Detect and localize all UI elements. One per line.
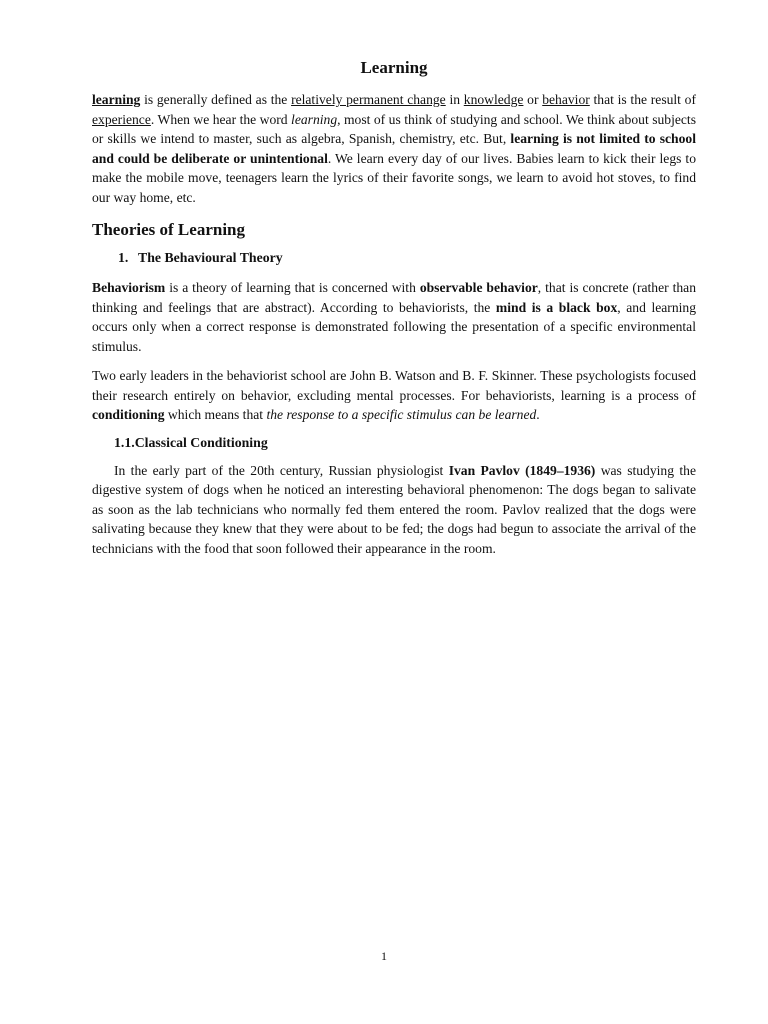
page-number: 1 [381, 949, 387, 963]
term-learning: learning [92, 92, 141, 107]
subsection-heading-classical-conditioning: 1.1.Classical Conditioning [114, 434, 268, 450]
emphasis-not-limited: learning is not limited to school and could be deliberate or unintentional [92, 131, 696, 166]
document-page [92, 58, 696, 558]
term-knowledge: knowledge [463, 92, 524, 107]
term-experience: experience [92, 111, 151, 127]
behaviorism-paragraph: Behaviorism is a theory of learning that is concerned with observable behavior, that is concrete (rather than thinking and feelings that are abstract). According to behaviorists, the mind is a black box, and learning occurs only when a correct response is demonstrated following the presentation of a specific environmental stimulus. [92, 280, 696, 354]
pavlov-paragraph: In the early part of the 20th century, Russian physiologist Ivan Pavlov (1849–1936) was studying the digestive system of dogs when he noticed an interesting behavioral phenomenon: The dogs began to salivate as soon as the lab technicians who normally fed them entered the room. Pavlov realized that the dogs were salivating because they knew that they were about to be fed; the dogs had begun to associate the arrival of the technicians with the food that soon followed their appearance in the room. [92, 462, 696, 556]
section-heading-theories: Theories of Learning [92, 220, 245, 239]
term-behavior: behavior [542, 92, 590, 107]
subsection-number: 1. [118, 250, 129, 265]
document-title: Learning [360, 58, 428, 77]
behaviorist-leaders-paragraph: Two early leaders in the behaviorist school are John B. Watson and B. F. Skinner. These psychologists focused their research entirely on behavior, excluding mental processes. For behaviorists, learning is a process of conditioning which means that the response to a specific stimulus can be learned. [92, 368, 696, 422]
learning-definition-paragraph: learning is generally defined as the relatively permanent change in knowledge or behavior that is the result of experience. When we hear the word learning, most of us think of studying and school. We think about subjects or skills we intend to master, such as algebra, Spanish, chemistry, etc. But, learning is not limited to school and could be deliberate or unintentional. We learn every day of our lives. Babies learn to kick their legs to make the mobile move, teenagers learn the lyrics of their favorite songs, we learn to avoid hot stoves, to find our way home, etc. [92, 92, 697, 205]
term-relatively-permanent-change: relatively permanent change [291, 92, 446, 107]
subsection-heading-behavioural-theory: 1. The Behavioural Theory [118, 250, 283, 265]
